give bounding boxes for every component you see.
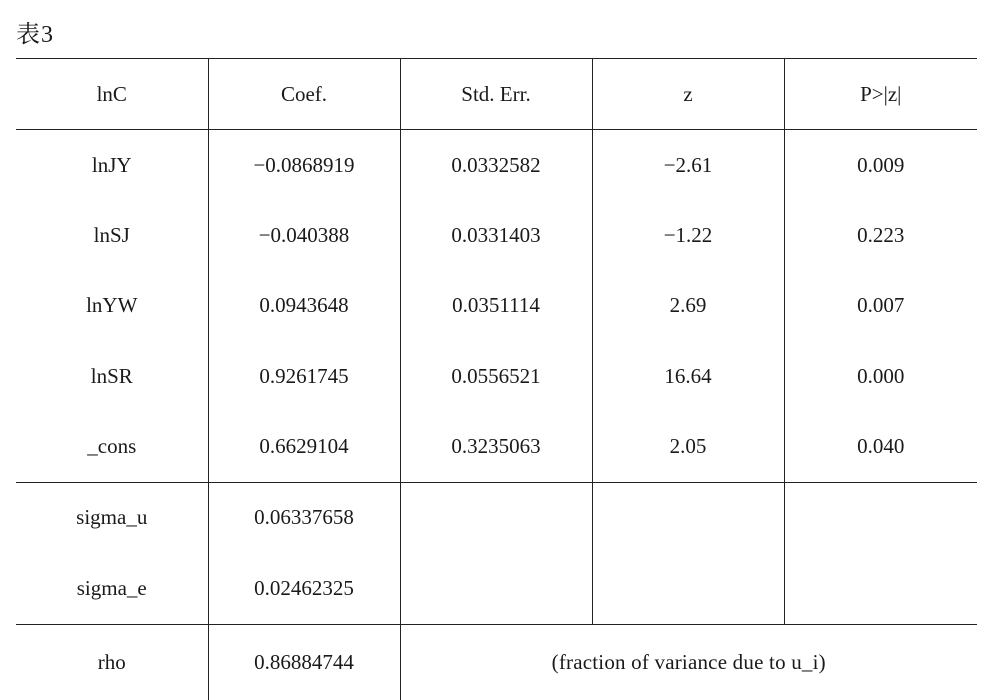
row-variable: lnJY — [91, 152, 132, 177]
sigma-e-label: sigma_e — [16, 553, 208, 624]
empty-cell — [784, 553, 977, 624]
row-std-err: 0.3235063 — [400, 412, 592, 483]
row-variable: lnSJ — [93, 222, 130, 247]
row-p-value: 0.007 — [784, 271, 977, 342]
row-variable: lnYW — [86, 293, 138, 318]
row-std-err: 0.0332582 — [400, 130, 592, 201]
sigma-e-value: 0.02462325 — [208, 553, 400, 624]
empty-cell — [400, 482, 592, 553]
header-p-value: P>|z| — [784, 59, 977, 130]
row-coef: 0.9261745 — [208, 341, 400, 412]
table-row — [16, 271, 977, 342]
row-coef: 0.0943648 — [208, 271, 400, 342]
table-row — [16, 341, 977, 412]
empty-cell — [784, 482, 977, 553]
sigma-row — [16, 482, 977, 553]
table-row — [16, 200, 977, 271]
sigma-row — [16, 553, 977, 624]
row-coef: −0.040388 — [208, 200, 400, 271]
empty-cell — [592, 482, 784, 553]
table-row — [16, 130, 977, 201]
row-variable: lnSR — [90, 363, 133, 388]
empty-cell — [592, 553, 784, 624]
header-z: z — [592, 59, 784, 130]
table-header-row — [16, 59, 977, 130]
header-variable: lnC — [16, 59, 208, 130]
row-p-value: 0.009 — [784, 130, 977, 201]
row-coef: −0.0868919 — [208, 130, 400, 201]
row-z: 16.64 — [592, 341, 784, 412]
rho-value: 0.86884744 — [208, 624, 400, 700]
sigma-u-label: sigma_u — [76, 505, 148, 530]
row-std-err: 0.0331403 — [400, 200, 592, 271]
table-row — [16, 412, 977, 483]
rho-note: (fraction of variance due to u_i) — [400, 624, 977, 700]
rho-label: rho — [97, 649, 126, 674]
row-p-value: 0.223 — [784, 200, 977, 271]
table-caption: 表3 — [16, 22, 54, 48]
row-coef: 0.6629104 — [208, 412, 400, 483]
header-std-err: Std. Err. — [400, 59, 592, 130]
regression-table — [16, 58, 977, 700]
sigma-u-value: 0.06337658 — [208, 482, 400, 553]
row-p-value: 0.000 — [784, 341, 977, 412]
header-coef: Coef. — [208, 59, 400, 130]
row-z: −1.22 — [592, 200, 784, 271]
empty-cell — [400, 553, 592, 624]
row-p-value: 0.040 — [784, 412, 977, 483]
row-variable: _cons — [16, 412, 208, 483]
row-std-err: 0.0351114 — [400, 271, 592, 342]
row-z: 2.69 — [592, 271, 784, 342]
row-z: −2.61 — [592, 130, 784, 201]
row-std-err: 0.0556521 — [400, 341, 592, 412]
row-z: 2.05 — [592, 412, 784, 483]
